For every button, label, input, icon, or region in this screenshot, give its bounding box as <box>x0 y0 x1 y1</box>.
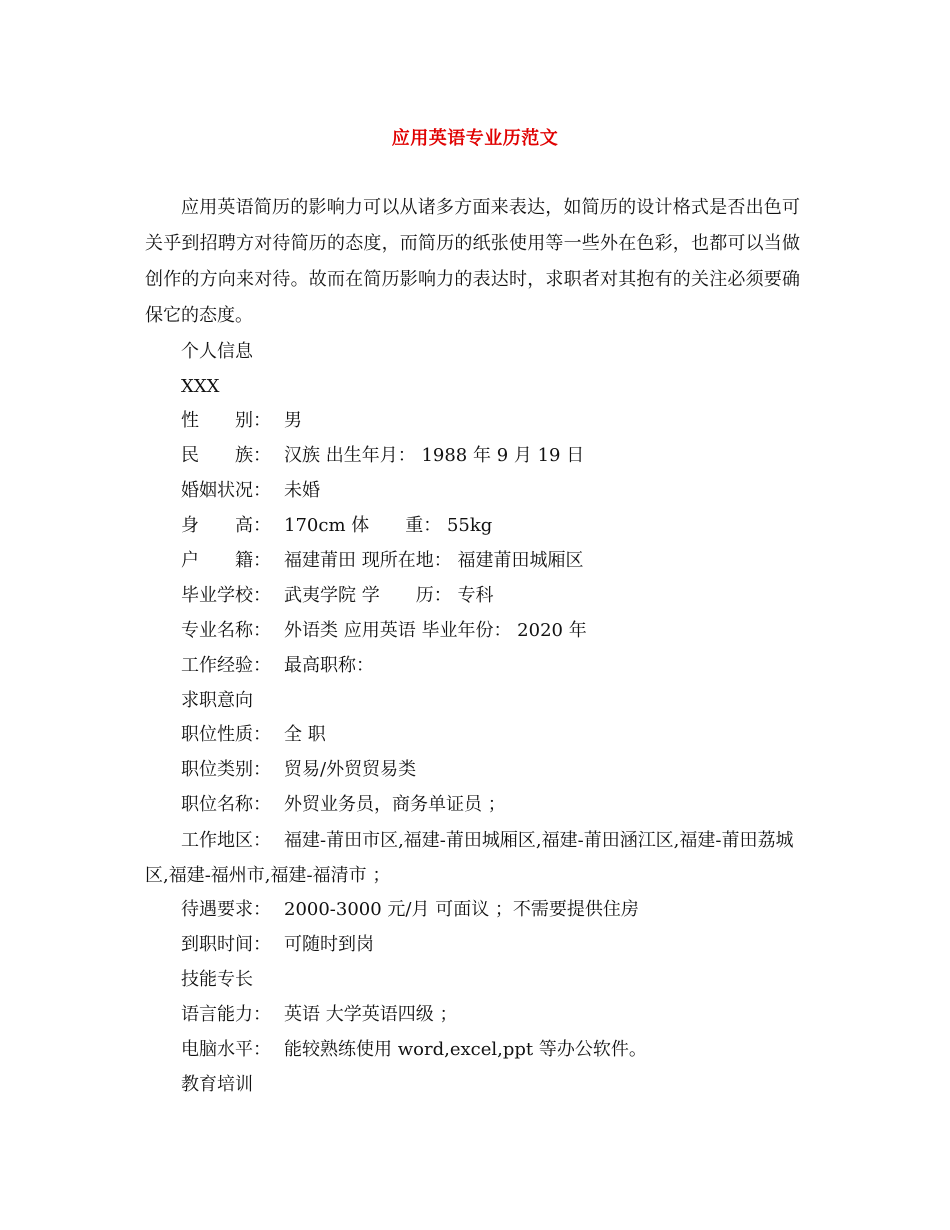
field-experience <box>181 654 374 678</box>
field-school <box>181 584 493 608</box>
field-value: 可随时到岗 <box>284 934 374 955</box>
field-hukou <box>181 549 583 573</box>
field-label: 性 别： <box>181 410 271 431</box>
field-value: 汉族 出生年月： 1988 年 9 月 19 日 <box>284 445 585 466</box>
section-heading-personal: 个人信息 <box>181 341 253 362</box>
field-value: 武夷学院 学 历： 专科 <box>284 585 494 606</box>
field-label: 身 高： <box>181 515 271 536</box>
intro-paragraph: 应用英语简历的影响力可以从诸多方面来表达，如简历的设计格式是否出色可关乎到招聘方对待简历的态度，而简历的纸张使用等一些外在色彩，也都可以当做创作的方向来对待。故而在简历影响力的表达时，求职者对其抱有的关注必须要确保它的态度。 <box>145 197 800 326</box>
field-computer <box>181 1038 647 1062</box>
field-value: 英语 大学英语四级 ； <box>284 1004 458 1025</box>
field-label: 语言能力： <box>181 1004 271 1025</box>
field-start-time <box>181 933 374 957</box>
section-heading-skills: 技能专长 <box>181 969 253 990</box>
field-value: 外贸业务员，商务单证员 ； <box>284 794 506 815</box>
field-value: 2000-3000 元/月 可面议 ；不需要提供住房 <box>284 899 639 920</box>
name-line: XXX <box>181 376 220 397</box>
field-value: 贸易/外贸贸易类 <box>284 759 417 780</box>
field-value: 最高职称： <box>284 655 374 676</box>
field-gender <box>181 409 302 433</box>
field-marital <box>181 479 320 503</box>
field-ethnicity <box>181 444 584 468</box>
field-label: 户 籍： <box>181 550 271 571</box>
field-value: 男 <box>284 410 302 431</box>
field-label: 婚姻状况： <box>181 480 271 501</box>
section-heading-education: 教育培训 <box>181 1074 253 1095</box>
field-label: 工作经验： <box>181 655 271 676</box>
field-salary <box>181 898 639 922</box>
field-value: 福建-莆田市区,福建-莆田城厢区,福建-莆田涵江区,福建-莆田荔城区,福建-福州市,福建-福清市 ； <box>145 830 794 886</box>
field-job-nature <box>181 723 326 747</box>
field-value: 全 职 <box>284 724 326 745</box>
field-language <box>181 1003 457 1027</box>
field-value: 170cm 体 重： 55kg <box>284 515 493 536</box>
field-value: 福建莆田 现所在地： 福建莆田城厢区 <box>284 550 584 571</box>
field-job-title <box>181 793 506 817</box>
field-label: 待遇要求： <box>181 899 271 920</box>
field-label: 专业名称： <box>181 620 271 641</box>
document-title: 应用英语专业历范文 <box>391 128 559 149</box>
field-label: 职位类别： <box>181 759 271 780</box>
field-height <box>181 514 492 538</box>
field-label: 毕业学校： <box>181 585 271 606</box>
section-heading-intention: 求职意向 <box>181 690 253 711</box>
field-major <box>181 619 587 643</box>
field-work-area <box>145 823 800 893</box>
field-label: 职位性质： <box>181 724 271 745</box>
field-label: 到职时间： <box>181 934 271 955</box>
field-job-category <box>181 758 416 782</box>
field-value: 未婚 <box>284 480 320 501</box>
field-label: 职位名称： <box>181 794 271 815</box>
field-value: 外语类 应用英语 毕业年份： 2020 年 <box>284 620 587 641</box>
field-label: 民 族： <box>181 445 271 466</box>
field-label: 工作地区： <box>181 830 271 851</box>
field-label: 电脑水平： <box>181 1039 271 1060</box>
field-value: 能较熟练使用 word,excel,ppt 等办公软件。 <box>284 1039 647 1060</box>
